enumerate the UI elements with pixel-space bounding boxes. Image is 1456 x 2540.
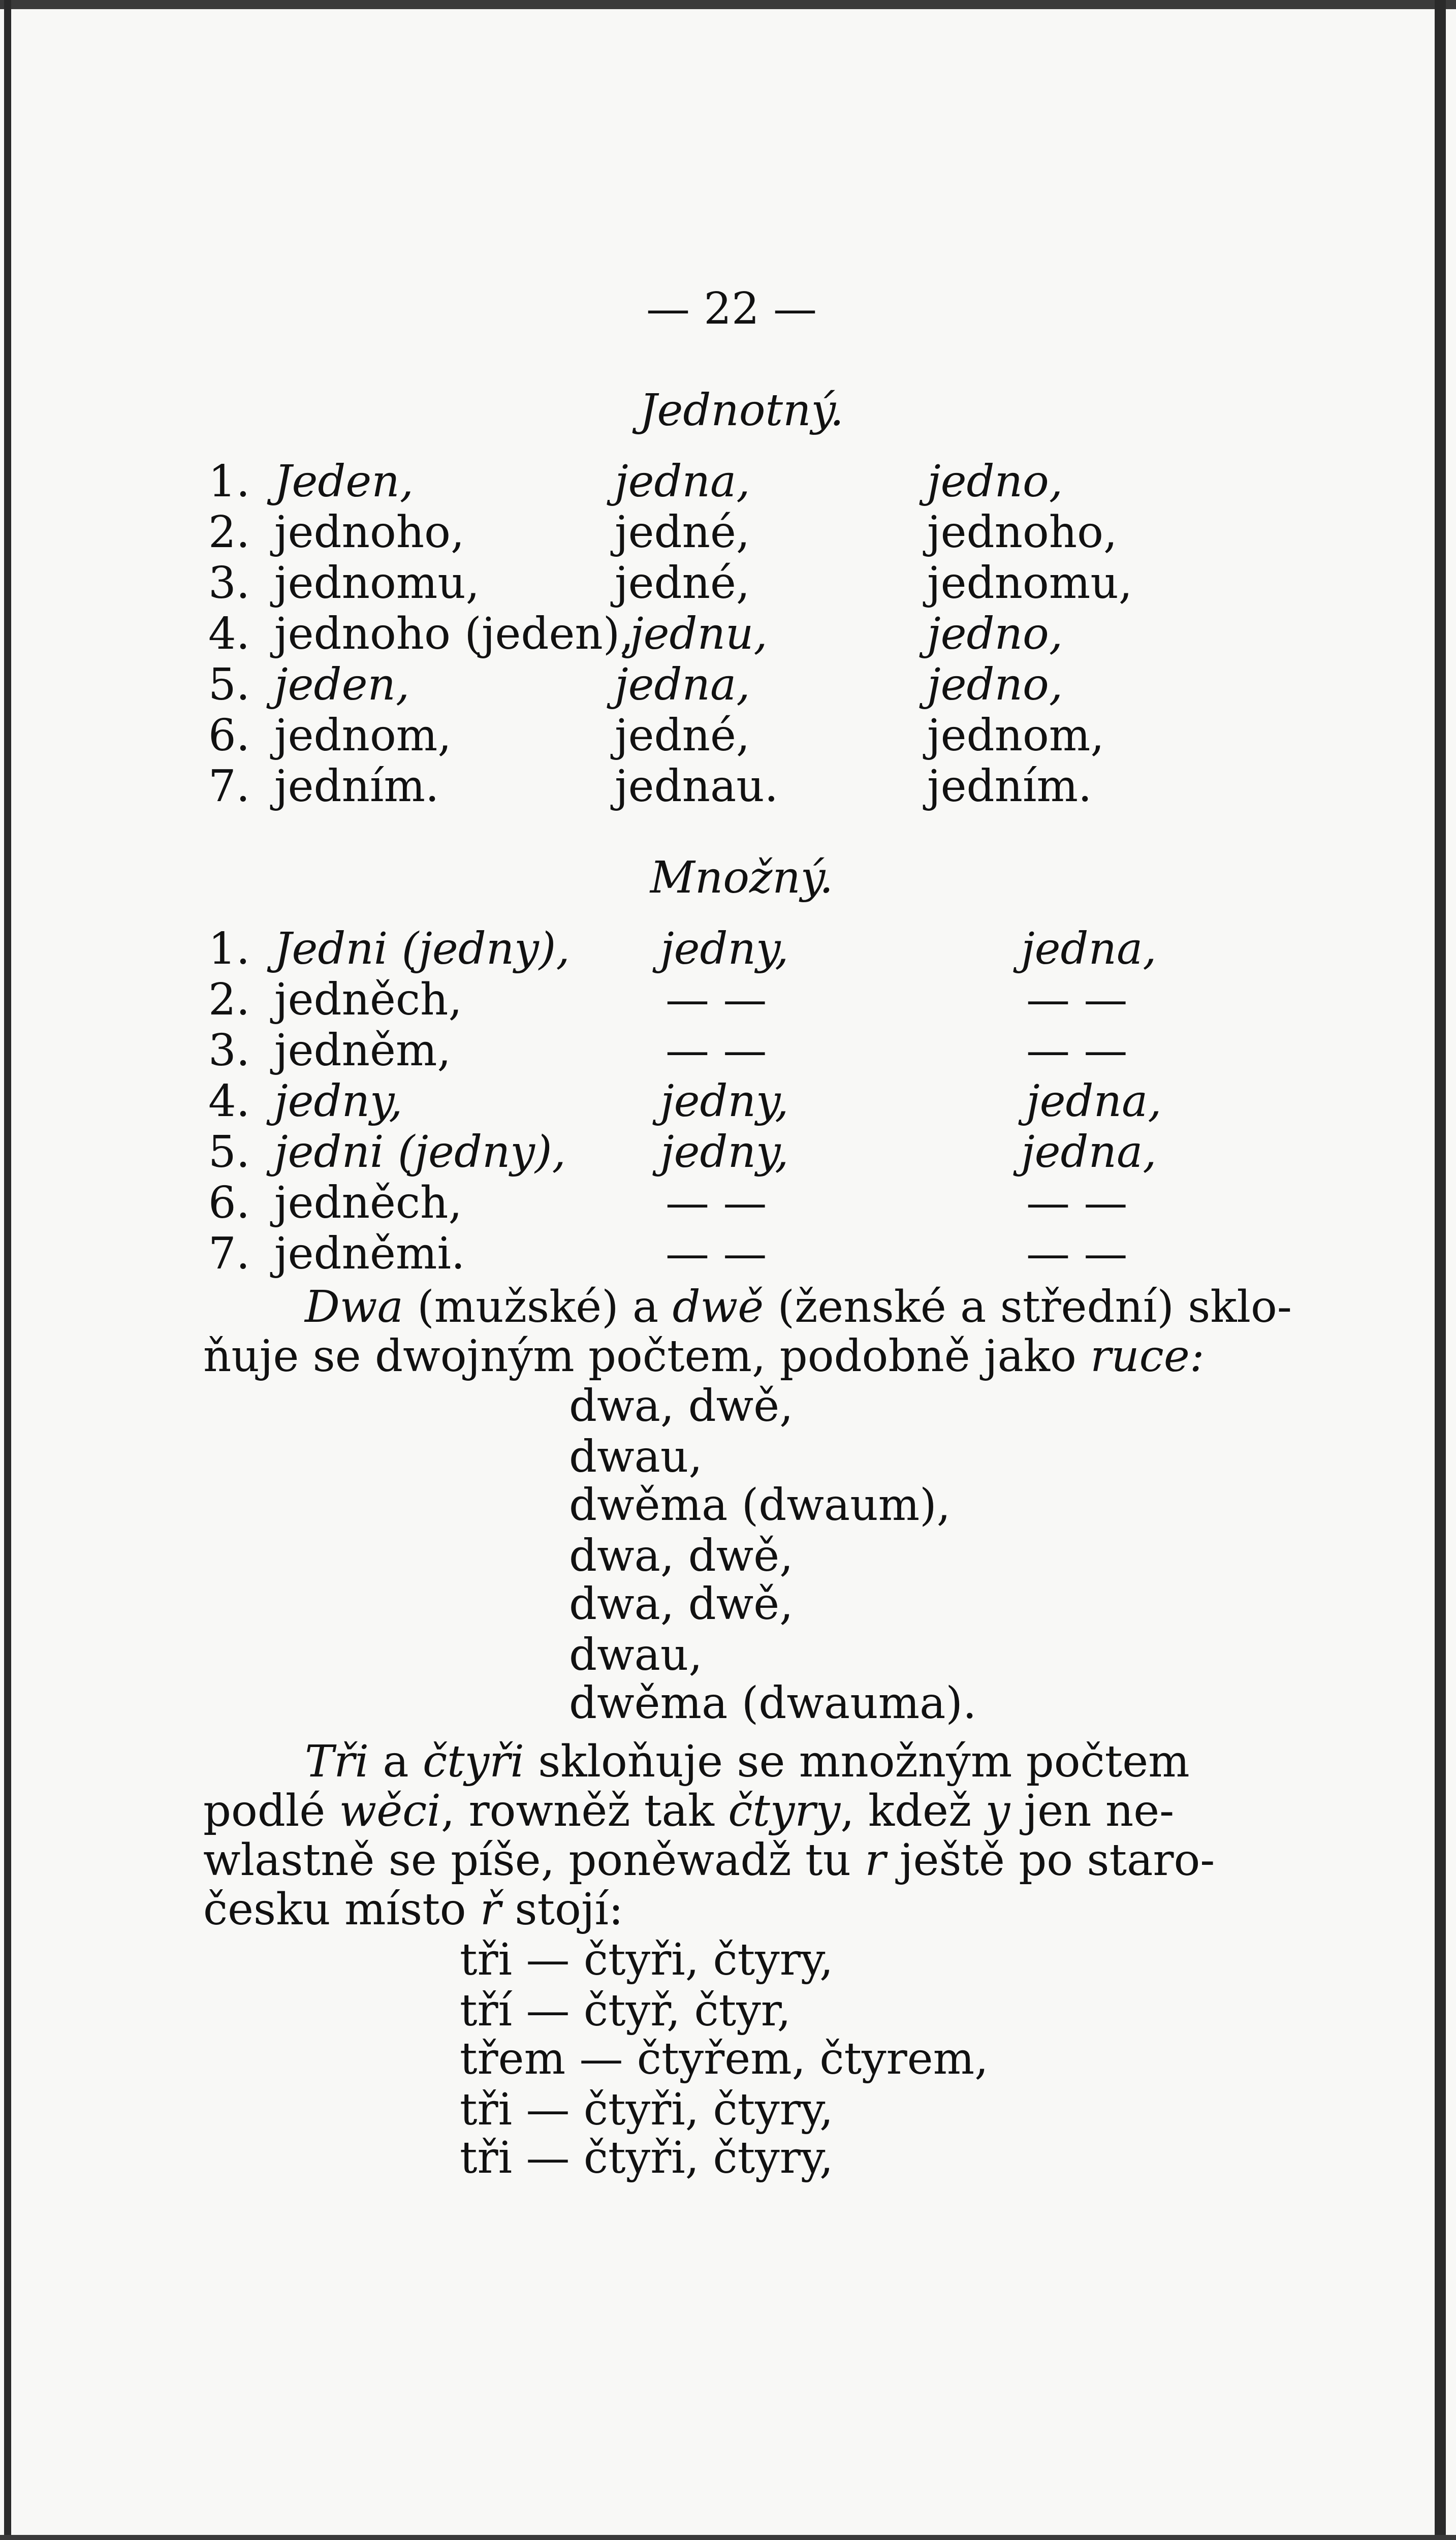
masculine-form: jedni (jedny),: [274, 1127, 566, 1178]
term-y: y: [985, 1786, 1010, 1836]
row-number: 5.: [208, 1127, 250, 1178]
neuter-form: jedno,: [927, 456, 1063, 507]
paragraph-line: [203, 1282, 1292, 1332]
scan-border-right: [1435, 0, 1446, 2540]
text-run: stojí:: [501, 1884, 623, 1935]
row-number: 3.: [208, 1025, 250, 1076]
neuter-form: jedno,: [927, 659, 1063, 710]
text-run: skloňuje se množným počtem: [524, 1736, 1190, 1787]
text-run: (ženské a střední) sklo-: [764, 1282, 1292, 1332]
text-run: jen ne-: [1010, 1786, 1175, 1836]
masculine-form: jedněm,: [274, 1025, 451, 1076]
page-number: — 22 —: [646, 283, 817, 334]
feminine-form: jednau.: [615, 761, 778, 812]
row-number: 7.: [208, 761, 250, 812]
list-item: dwa, dwě,: [569, 1381, 794, 1432]
row-number: 7.: [208, 1228, 250, 1279]
feminine-form: — —: [666, 1178, 767, 1228]
masculine-form: Jeden,: [274, 456, 414, 507]
scan-border-bottom: [0, 2535, 1456, 2540]
feminine-form: — —: [666, 1228, 767, 1279]
term-weci: wěci: [339, 1786, 441, 1836]
masculine-form: jednoho (jeden),: [274, 609, 634, 659]
scan-border-left: [4, 0, 11, 2540]
neuter-form: — —: [1026, 1178, 1128, 1228]
masculine-form: jedněch,: [274, 1178, 462, 1228]
masculine-form: jedním.: [274, 761, 439, 812]
list-item: dwa, dwě,: [569, 1579, 794, 1630]
term-dwa: Dwa: [305, 1282, 403, 1332]
masculine-form: jedněmi.: [274, 1228, 465, 1279]
term-ctyry: čtyry: [728, 1786, 841, 1836]
list-item: třem — čtyřem, čtyrem,: [460, 2034, 989, 2084]
plural-heading: Množný.: [650, 852, 834, 903]
paragraph-line: [203, 1332, 1280, 1381]
neuter-form: jedna,: [1026, 1076, 1162, 1127]
term-ctyri: čtyři: [422, 1736, 524, 1787]
neuter-form: — —: [1026, 1025, 1128, 1076]
feminine-form: jedny,: [660, 924, 789, 974]
text-run: wlastně se píše, poněwadž tu: [203, 1835, 865, 1886]
masculine-form: jednom,: [274, 710, 452, 761]
feminine-form: — —: [666, 974, 767, 1025]
masculine-form: jednomu,: [274, 558, 480, 609]
neuter-form: jedno,: [927, 609, 1063, 659]
neuter-form: jednoho,: [927, 507, 1118, 558]
text-run: a: [368, 1736, 423, 1787]
masculine-form: jedny,: [274, 1076, 403, 1127]
list-item: tři — čtyři, čtyry,: [460, 2133, 834, 2183]
row-number: 2.: [208, 974, 250, 1025]
feminine-form: jedné,: [615, 558, 750, 609]
singular-heading: Jednotný.: [639, 385, 844, 436]
list-item: dwau,: [569, 1630, 703, 1680]
neuter-form: jedním.: [927, 761, 1092, 812]
list-item: dwa, dwě,: [569, 1531, 794, 1581]
row-number: 4.: [208, 609, 250, 659]
text-run: (mužské) a: [403, 1282, 673, 1332]
feminine-form: jedny,: [660, 1127, 789, 1178]
list-item: dwěma (dwaum),: [569, 1480, 951, 1531]
paragraph-line: [203, 1787, 1280, 1836]
text-run: , rowněž tak: [440, 1786, 729, 1836]
masculine-form: jeden,: [274, 659, 410, 710]
neuter-form: jednom,: [927, 710, 1104, 761]
text-run: česku místo: [203, 1884, 480, 1935]
list-item: tři — čtyři, čtyry,: [460, 1934, 834, 1985]
row-number: 6.: [208, 710, 250, 761]
row-number: 2.: [208, 507, 250, 558]
term-r: r: [865, 1835, 886, 1886]
row-number: 6.: [208, 1178, 250, 1228]
term-tri: Tři: [305, 1736, 369, 1787]
feminine-form: jedna,: [615, 659, 750, 710]
row-number: 1.: [208, 456, 250, 507]
neuter-form: jedna,: [1021, 1127, 1157, 1178]
feminine-form: — —: [666, 1025, 767, 1076]
paragraph-line: [203, 1737, 1280, 1787]
text-run: ještě po staro-: [885, 1835, 1215, 1886]
neuter-form: — —: [1026, 1228, 1128, 1279]
term-r-hacek: ř: [480, 1884, 501, 1935]
tri-paragraph: [203, 1737, 1280, 1934]
feminine-form: jednu,: [630, 609, 768, 659]
list-item: tři — čtyři, čtyry,: [460, 2084, 834, 2135]
list-item: dwěma (dwauma).: [569, 1678, 977, 1729]
paragraph-line: [203, 1836, 1280, 1885]
text-run: podlé: [203, 1786, 339, 1836]
feminine-form: jedné,: [615, 507, 750, 558]
feminine-form: jedna,: [615, 456, 750, 507]
paragraph-line: [203, 1885, 1280, 1934]
row-number: 4.: [208, 1076, 250, 1127]
row-number: 1.: [208, 924, 250, 974]
dwa-paragraph: [203, 1282, 1292, 1382]
neuter-form: jednomu,: [927, 558, 1133, 609]
feminine-form: jedny,: [660, 1076, 789, 1127]
masculine-form: Jedni (jedny),: [274, 924, 570, 974]
masculine-form: jednoho,: [274, 507, 465, 558]
row-number: 3.: [208, 558, 250, 609]
term-ruce: ruce:: [1090, 1331, 1205, 1382]
feminine-form: jedné,: [615, 710, 750, 761]
list-item: dwau,: [569, 1432, 703, 1482]
neuter-form: jedna,: [1021, 924, 1157, 974]
text-run: ňuje se dwojným počtem, podobně jako: [203, 1331, 1091, 1382]
text-run: , kdež: [840, 1786, 986, 1836]
scan-border-top: [0, 0, 1456, 9]
neuter-form: — —: [1026, 974, 1128, 1025]
masculine-form: jedněch,: [274, 974, 462, 1025]
term-dwe: dwě: [672, 1282, 764, 1332]
list-item: tří — čtyř, čtyr,: [460, 1985, 791, 2036]
row-number: 5.: [208, 659, 250, 710]
